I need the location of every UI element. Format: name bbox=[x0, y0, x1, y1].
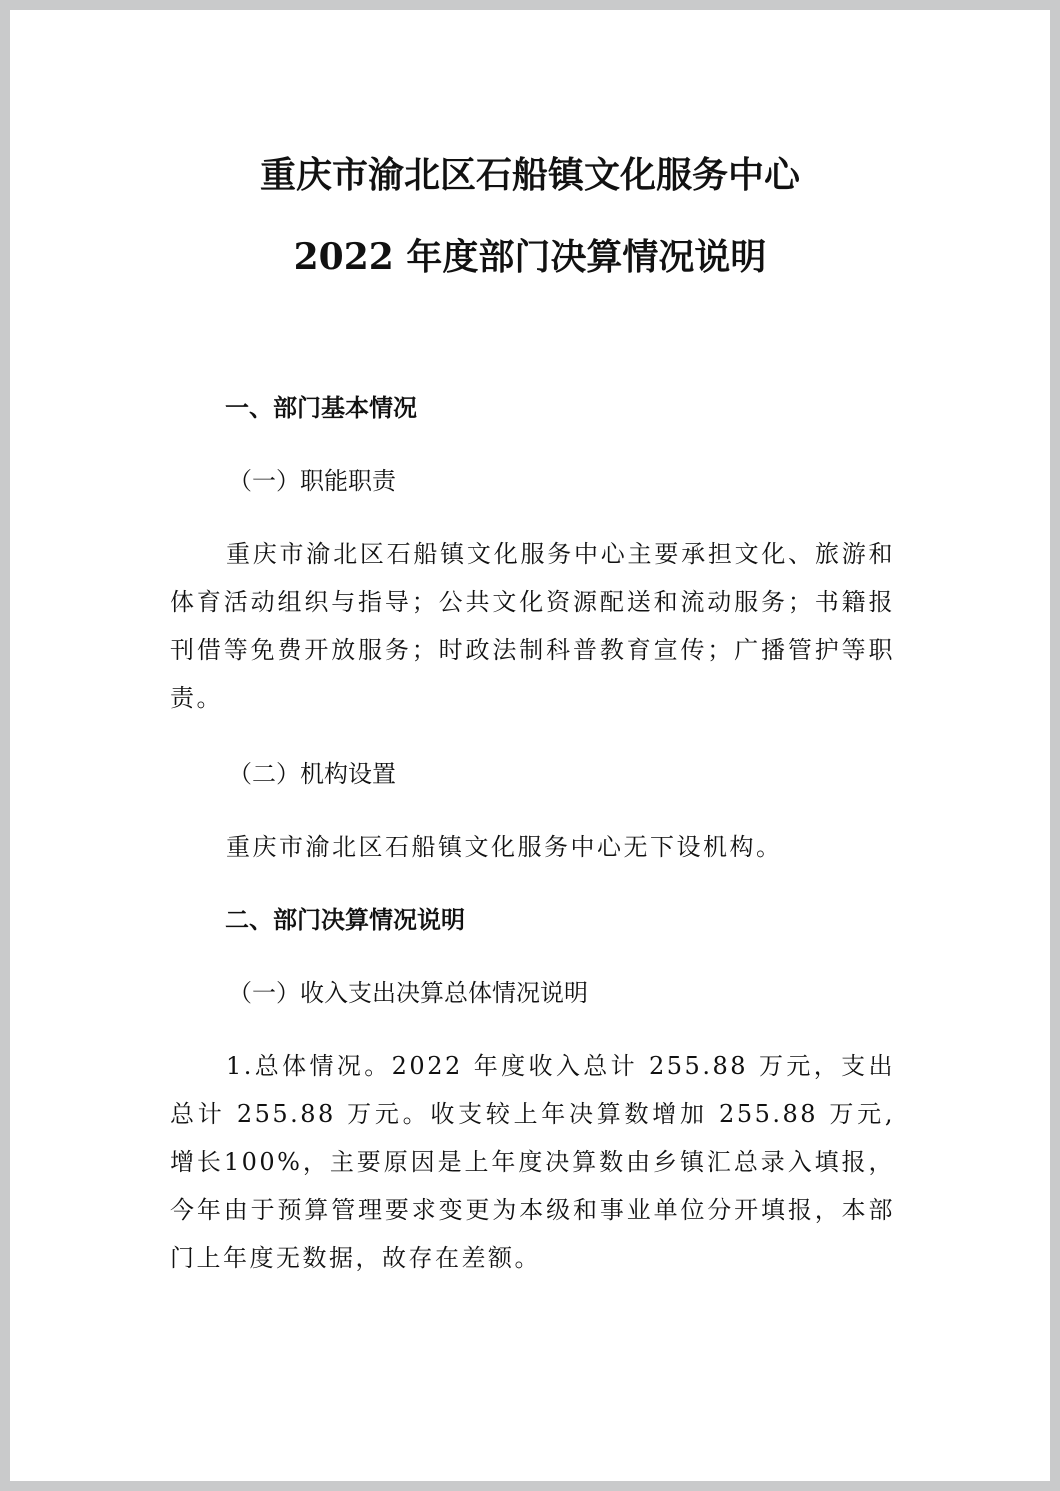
document-page bbox=[10, 10, 1050, 1481]
section2-heading: 二、部门决算情况说明 bbox=[225, 906, 465, 934]
section1-sub2-paragraph: 重庆市渝北区石船镇文化服务中心无下设机构。 bbox=[226, 833, 783, 861]
section2-sub1-paragraph: 1.总体情况。2022 年度收入总计 255.88 万元，支出总计 255.88 万元。收支较上年决算数增加 255.88 万元,增长100%，主要原因是上年度决算数由乡镇汇总录入填报，今年由于预算管理要求变更为本级和事业单位分开填报，本部门上年度无数据，故存在差额。 bbox=[170, 1052, 895, 1272]
document-title-line1: 重庆市渝北区石船镇文化服务中心 bbox=[259, 154, 800, 196]
section2-sub1-heading: （一）收入支出决算总体情况说明 bbox=[228, 979, 588, 1007]
section1-heading: 一、部门基本情况 bbox=[225, 394, 417, 422]
section1-sub2-heading: （二）机构设置 bbox=[228, 760, 396, 788]
document-title-line2: 2022 年度部门决算情况说明 bbox=[293, 236, 767, 278]
section1-sub1-paragraph: 重庆市渝北区石船镇文化服务中心主要承担文化、旅游和体育活动组织与指导；公共文化资源配送和流动服务；书籍报刊借等免费开放服务；时政法制科普教育宣传；广播管护等职责。 bbox=[170, 540, 895, 712]
section1-sub1-heading: （一）职能职责 bbox=[228, 467, 396, 495]
